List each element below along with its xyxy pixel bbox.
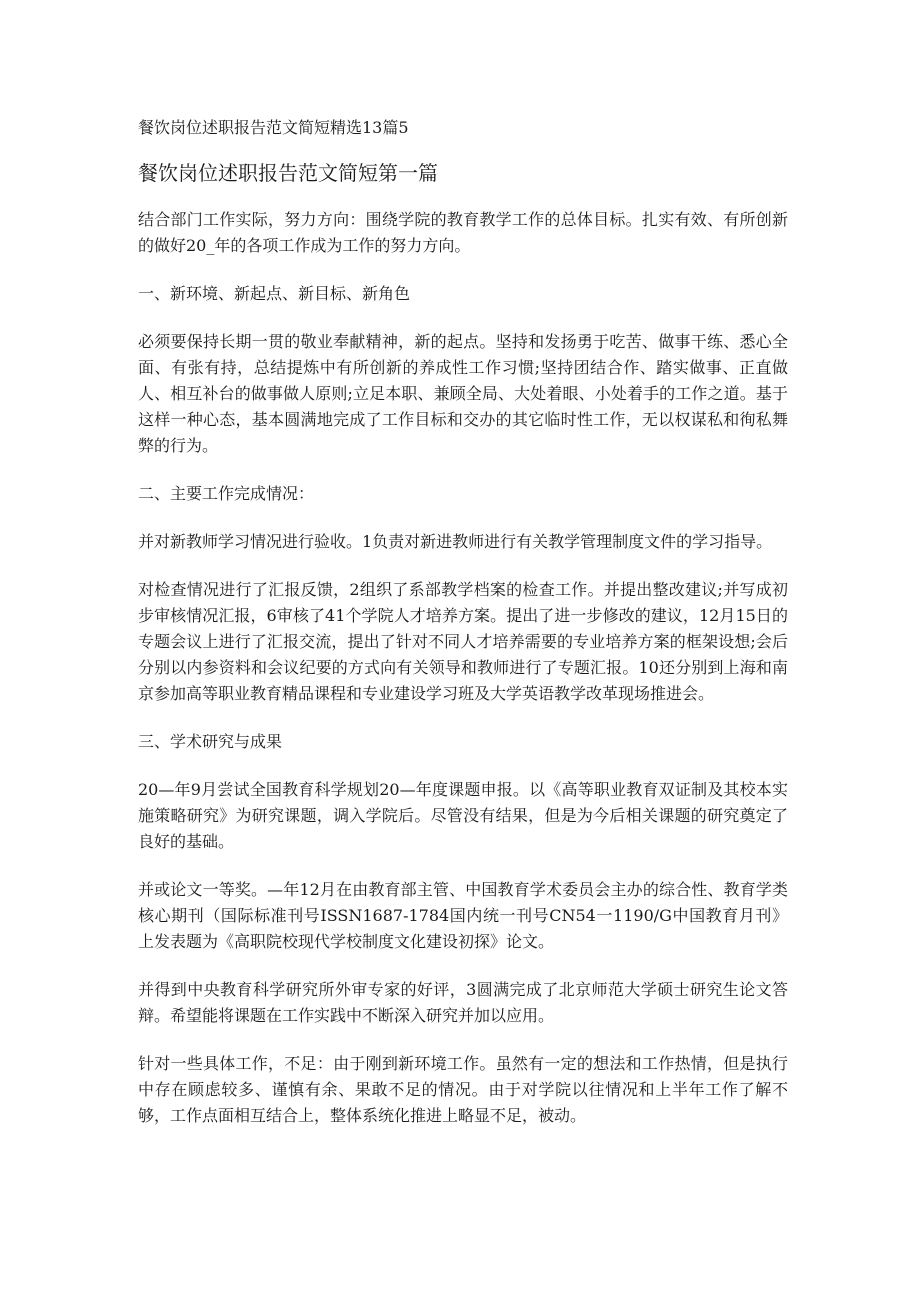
paragraph: 并或论文一等奖。—年12月在由教育部主管、中国教育学术委员会主办的综合性、教育学类核心期刊（国际标准刊号ISSN1687-1784国内统一刊号CN54一1190/G中国教育月刊》上发表题为《高职院校现代学校制度文化建设初探》论文。	[138, 880, 788, 951]
section-heading: 三、学术研究与成果	[138, 732, 283, 751]
paragraph: 并得到中央教育科学研究所外审专家的好评，3圆满完成了北京师范大学硕士研究生论文答辩。希望能将课题在工作实践中不断深入研究并加以应用。	[138, 980, 788, 1025]
section-title: 餐饮岗位述职报告范文简短第一篇	[138, 161, 438, 185]
document-title: 餐饮岗位述职报告范文简短精选13篇5	[138, 118, 409, 137]
paragraph: 20—年9月尝试全国教育科学规划20—年度课题申报。以《高等职业教育双证制及其校本实施策略研究》为研究课题，调入学院后。尽管没有结果，但是为今后相关课题的研究奠定了良好的基础。	[138, 780, 788, 851]
document-body	[138, 207, 788, 1151]
paragraph: 必须要保持长期一贯的敬业奉献精神，新的起点。坚持和发扬勇于吃苦、做事干练、悉心全面、有张有持，总结提炼中有所创新的养成性工作习惯;坚持团结合作、踏实做事、正直做人、相互补台的做事做人原则;立足本职、兼顾全局、大处着眼、小处着手的工作之道。基于这样一种心态，基本圆满地完成了工作目标和交办的其它临时性工作，无以权谋私和徇私舞弊的行为。	[138, 332, 788, 455]
paragraph: 对检查情况进行了汇报反馈，2组织了系部教学档案的检查工作。并提出整改建议;并写成初步审核情况汇报，6审核了41个学院人才培养方案。提出了进一步修改的建议，12月15日的专题会议上进行了汇报交流，提出了针对不同人才培养需要的专业培养方案的框架设想;会后分别以内参资料和会议纪要的方式向有关领导和教师进行了专题汇报。10还分别到上海和南京参加高等职业教育精品课程和专业建设学习班及大学英语教学改革现场推进会。	[138, 580, 788, 703]
paragraph: 结合部门工作实际，努力方向：围绕学院的教育教学工作的总体目标。扎实有效、有所创新的做好20_年的各项工作成为工作的努力方向。	[138, 210, 788, 255]
section-heading: 一、新环境、新起点、新目标、新角色	[138, 284, 411, 303]
paragraph: 针对一些具体工作，不足：由于刚到新环境工作。虽然有一定的想法和工作热情，但是执行中存在顾虑较多、谨慎有余、果敢不足的情况。由于对学院以往情况和上半年工作了解不够，工作点面相互结合上，整体系统化推进上略显不足，被动。	[138, 1054, 788, 1125]
paragraph: 并对新教师学习情况进行验收。1负责对新进教师进行有关教学管理制度文件的学习指导。	[138, 532, 773, 551]
section-heading: 二、主要工作完成情况：	[138, 484, 315, 503]
